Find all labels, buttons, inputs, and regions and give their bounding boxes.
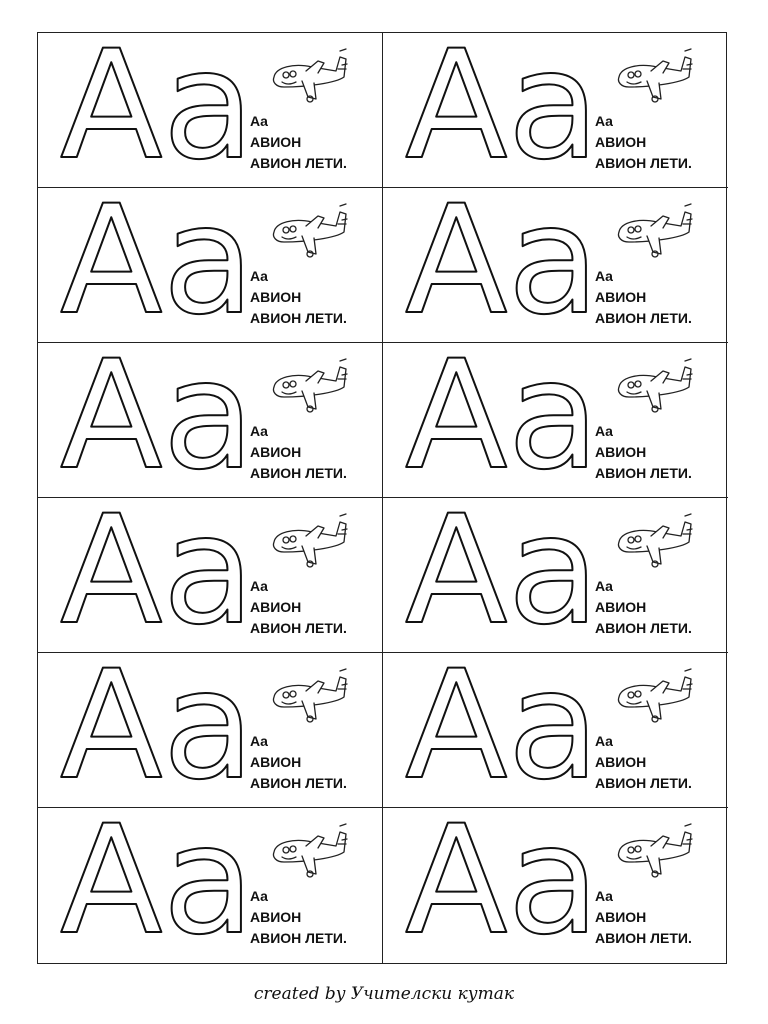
svg-text:Aa: Aa	[405, 194, 600, 334]
airplane-illustration	[266, 512, 348, 572]
outline-letters	[60, 504, 260, 644]
flashcard	[38, 33, 383, 188]
word-letters: Aa	[595, 423, 613, 439]
flashcard	[383, 33, 728, 188]
svg-text:Aa: Aa	[405, 659, 600, 799]
sentence: АВИОН ЛЕТИ.	[595, 155, 692, 171]
sentence: АВИОН ЛЕТИ.	[250, 310, 347, 326]
card-words	[250, 576, 347, 639]
word-letters: Aa	[250, 423, 268, 439]
word-avion: АВИОН	[595, 444, 647, 460]
card-words	[595, 421, 692, 484]
airplane-illustration	[611, 822, 693, 882]
sentence: АВИОН ЛЕТИ.	[595, 465, 692, 481]
flashcard	[38, 653, 383, 808]
outline-letters	[405, 349, 605, 489]
svg-text:Aa: Aa	[405, 814, 600, 954]
credit-footer: created by Учителски кутак	[253, 984, 515, 1004]
flashcard-sheet	[37, 32, 727, 964]
flashcard	[383, 498, 728, 653]
airplane-illustration	[266, 202, 348, 262]
word-avion: АВИОН	[250, 444, 302, 460]
sentence: АВИОН ЛЕТИ.	[595, 775, 692, 791]
word-avion: АВИОН	[250, 289, 302, 305]
airplane-illustration	[611, 667, 693, 727]
airplane-illustration	[266, 822, 348, 882]
word-letters: Aa	[595, 113, 613, 129]
word-avion: АВИОН	[250, 134, 302, 150]
outline-letters	[405, 659, 605, 799]
word-letters: Aa	[250, 888, 268, 904]
word-letters: Aa	[595, 578, 613, 594]
svg-text:Aa: Aa	[60, 194, 255, 334]
sentence: АВИОН ЛЕТИ.	[595, 310, 692, 326]
sentence: АВИОН ЛЕТИ.	[250, 775, 347, 791]
airplane-illustration	[266, 357, 348, 417]
svg-text:Aa: Aa	[60, 814, 255, 954]
card-words	[595, 731, 692, 794]
word-letters: Aa	[595, 888, 613, 904]
outline-letters	[405, 504, 605, 644]
airplane-illustration	[611, 357, 693, 417]
card-words	[595, 266, 692, 329]
flashcard	[38, 343, 383, 498]
card-words	[250, 731, 347, 794]
word-avion: АВИОН	[250, 754, 302, 770]
outline-letters	[60, 349, 260, 489]
sentence: АВИОН ЛЕТИ.	[250, 155, 347, 171]
svg-text:Aa: Aa	[405, 504, 600, 644]
word-letters: Aa	[595, 268, 613, 284]
outline-letters	[405, 39, 605, 179]
word-letters: Aa	[250, 113, 268, 129]
airplane-illustration	[266, 667, 348, 727]
flashcard	[38, 188, 383, 343]
word-avion: АВИОН	[595, 754, 647, 770]
airplane-illustration	[611, 202, 693, 262]
flashcard	[383, 653, 728, 808]
outline-letters	[60, 659, 260, 799]
airplane-illustration	[266, 47, 348, 107]
word-avion: АВИОН	[595, 909, 647, 925]
word-avion: АВИОН	[595, 599, 647, 615]
word-letters: Aa	[250, 578, 268, 594]
svg-text:Aa: Aa	[405, 349, 600, 489]
word-avion: АВИОН	[250, 909, 302, 925]
sentence: АВИОН ЛЕТИ.	[595, 620, 692, 636]
flashcard	[38, 498, 383, 653]
outline-letters	[60, 39, 260, 179]
outline-letters	[405, 194, 605, 334]
svg-text:Aa: Aa	[405, 39, 600, 179]
flashcard	[383, 808, 728, 963]
flashcard	[38, 808, 383, 963]
sentence: АВИОН ЛЕТИ.	[250, 620, 347, 636]
card-words	[595, 111, 692, 174]
flashcard	[383, 188, 728, 343]
word-letters: Aa	[250, 733, 268, 749]
sentence: АВИОН ЛЕТИ.	[250, 930, 347, 946]
outline-letters	[60, 814, 260, 954]
svg-text:Aa: Aa	[60, 349, 255, 489]
card-words	[250, 886, 347, 949]
svg-text:Aa: Aa	[60, 504, 255, 644]
word-letters: Aa	[250, 268, 268, 284]
airplane-illustration	[611, 512, 693, 572]
word-avion: АВИОН	[595, 134, 647, 150]
card-words	[250, 266, 347, 329]
word-avion: АВИОН	[250, 599, 302, 615]
svg-text:Aa: Aa	[60, 659, 255, 799]
sentence: АВИОН ЛЕТИ.	[250, 465, 347, 481]
card-words	[595, 576, 692, 639]
svg-text:Aa: Aa	[60, 39, 255, 179]
flashcard	[383, 343, 728, 498]
sentence: АВИОН ЛЕТИ.	[595, 930, 692, 946]
outline-letters	[60, 194, 260, 334]
airplane-illustration	[611, 47, 693, 107]
outline-letters	[405, 814, 605, 954]
word-letters: Aa	[595, 733, 613, 749]
card-words	[595, 886, 692, 949]
card-words	[250, 421, 347, 484]
card-words	[250, 111, 347, 174]
word-avion: АВИОН	[595, 289, 647, 305]
